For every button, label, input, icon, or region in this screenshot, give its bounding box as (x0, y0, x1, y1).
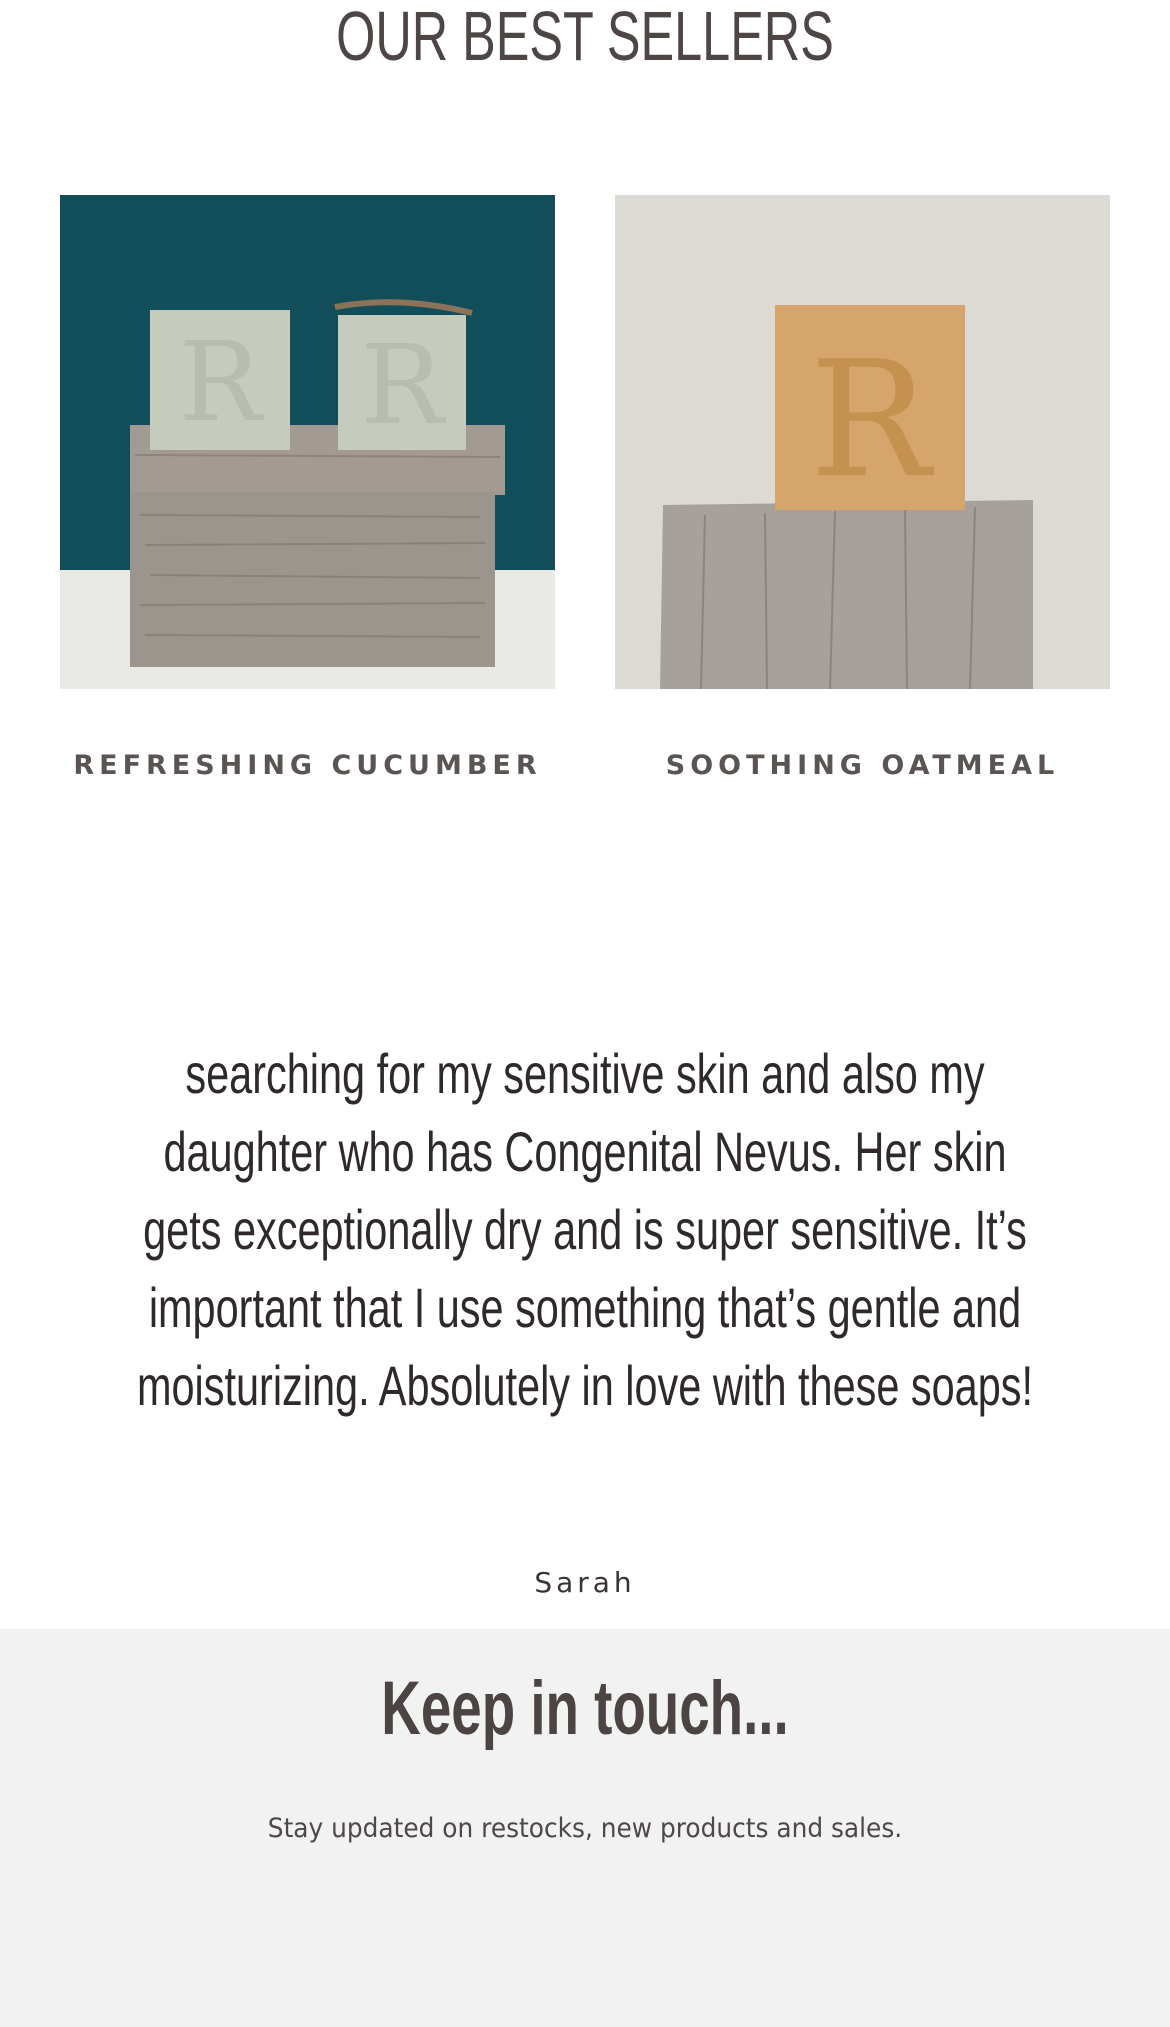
product-name[interactable]: REFRESHING CUCUMBER (73, 750, 542, 781)
svg-text:R: R (809, 326, 931, 513)
product-image-oatmeal[interactable] (615, 195, 1110, 689)
newsletter-text: Stay updated on restocks, new products and sales. (267, 1813, 903, 1844)
testimonial (90, 1035, 1080, 1425)
newsletter-section (0, 1629, 1170, 2027)
product-card-cucumber[interactable] (60, 195, 555, 781)
testimonial-author: Sarah (534, 1566, 636, 1599)
product-image-cucumber[interactable] (60, 195, 555, 689)
testimonial-quote: searching for my sensitive skin and also my daughter who has Congenital Nevus. Her skin gets exceptionally dry and is super sensitive. It’s important that I use something that’s gentle and moisturizing. Absolutely in love with these soaps! (136, 1042, 1034, 1417)
svg-text:R: R (178, 318, 262, 446)
svg-text:R: R (360, 321, 444, 449)
newsletter-title: Keep in touch... (381, 1666, 789, 1751)
section-title: OUR BEST SELLERS (336, 0, 834, 75)
product-card-oatmeal[interactable] (615, 195, 1110, 781)
product-name[interactable]: SOOTHING OATMEAL (665, 750, 1060, 781)
